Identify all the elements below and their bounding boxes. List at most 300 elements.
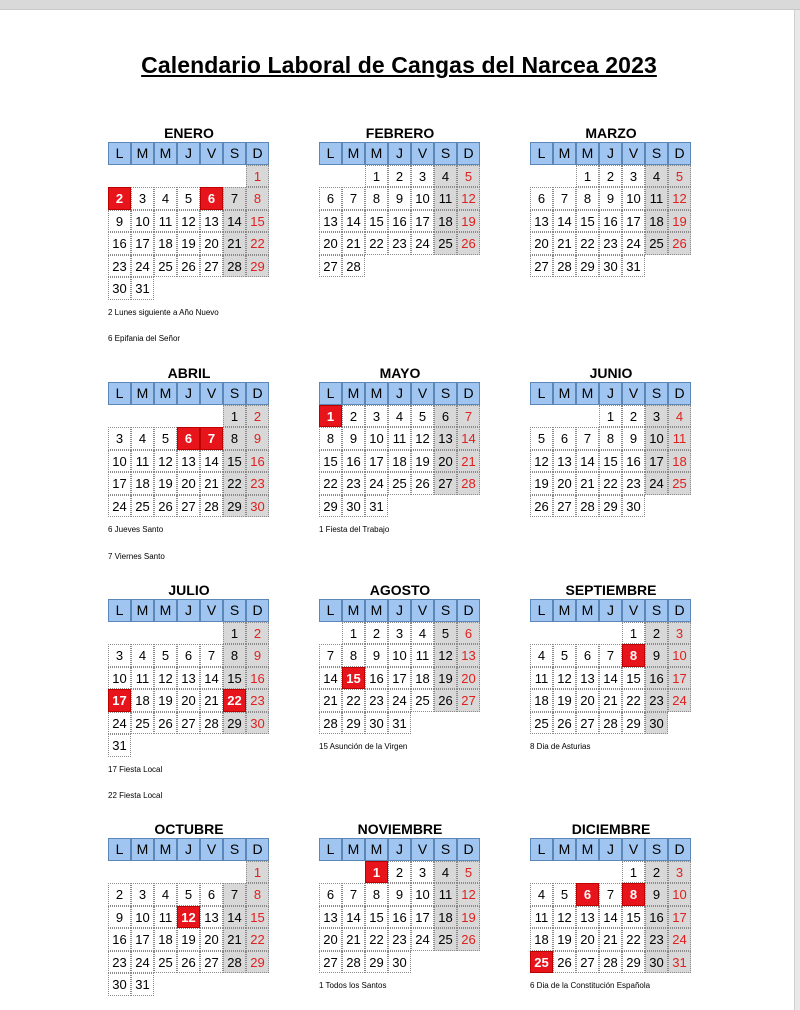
- day-cell: 8: [319, 427, 342, 450]
- day-cell: 7: [553, 187, 576, 210]
- weekday-header: M: [342, 838, 365, 861]
- day-cell: 30: [246, 495, 269, 518]
- holiday-day-cell: 15: [342, 667, 365, 690]
- weekday-header: D: [457, 382, 480, 405]
- day-cell: 9: [388, 187, 411, 210]
- day-cell: 1: [622, 622, 645, 645]
- day-cell: 7: [576, 427, 599, 450]
- day-cell: 30: [645, 951, 668, 974]
- day-cell: 18: [154, 232, 177, 255]
- weekday-header: M: [553, 599, 576, 622]
- holiday-day-cell: 6: [200, 187, 223, 210]
- weekday-header: L: [319, 382, 342, 405]
- day-cell: 11: [645, 187, 668, 210]
- day-cell: 9: [365, 644, 388, 667]
- day-cell: 16: [388, 906, 411, 929]
- weekday-header: M: [553, 838, 576, 861]
- empty-cell: [200, 622, 223, 645]
- weekday-header: V: [411, 599, 434, 622]
- day-cell: 26: [154, 712, 177, 735]
- day-cell: 25: [154, 951, 177, 974]
- month-octubre: [108, 821, 270, 996]
- day-cell: 6: [530, 187, 553, 210]
- day-cell: 23: [108, 951, 131, 974]
- day-cell: 1: [622, 861, 645, 884]
- weekday-header: D: [668, 142, 691, 165]
- empty-cell: [200, 405, 223, 428]
- weekday-header: D: [457, 838, 480, 861]
- month-grid: [108, 599, 270, 757]
- day-cell: 2: [388, 165, 411, 188]
- empty-cell: [530, 405, 553, 428]
- day-cell: 27: [434, 472, 457, 495]
- weekday-header: J: [599, 599, 622, 622]
- weekday-header: S: [434, 838, 457, 861]
- day-cell: 25: [388, 472, 411, 495]
- day-cell: 20: [177, 689, 200, 712]
- weekday-header: D: [457, 599, 480, 622]
- day-cell: 4: [154, 187, 177, 210]
- day-cell: 14: [200, 667, 223, 690]
- day-cell: 4: [411, 622, 434, 645]
- day-cell: 10: [668, 644, 691, 667]
- day-cell: 11: [154, 906, 177, 929]
- month-grid: [530, 838, 692, 973]
- weekday-header: S: [434, 382, 457, 405]
- day-cell: 25: [131, 712, 154, 735]
- holiday-note: 6 Jueves Santo: [108, 525, 164, 534]
- day-cell: 26: [457, 928, 480, 951]
- weekday-header: V: [411, 838, 434, 861]
- weekday-header: J: [177, 382, 200, 405]
- day-cell: 22: [342, 689, 365, 712]
- weekday-header: V: [200, 838, 223, 861]
- day-cell: 27: [530, 255, 553, 278]
- day-cell: 25: [668, 472, 691, 495]
- day-cell: 19: [411, 450, 434, 473]
- day-cell: 29: [342, 712, 365, 735]
- day-cell: 24: [622, 232, 645, 255]
- empty-cell: [177, 622, 200, 645]
- weekday-header: V: [200, 142, 223, 165]
- day-cell: 24: [411, 232, 434, 255]
- day-cell: 14: [200, 450, 223, 473]
- month-name: NOVIEMBRE: [357, 821, 443, 837]
- day-cell: 2: [645, 861, 668, 884]
- holiday-day-cell: 8: [622, 644, 645, 667]
- day-cell: 19: [434, 667, 457, 690]
- weekday-header: J: [599, 382, 622, 405]
- day-cell: 28: [599, 951, 622, 974]
- day-cell: 19: [154, 689, 177, 712]
- day-cell: 4: [530, 883, 553, 906]
- day-cell: 15: [223, 667, 246, 690]
- day-cell: 14: [223, 906, 246, 929]
- day-cell: 7: [223, 883, 246, 906]
- day-cell: 5: [553, 644, 576, 667]
- day-cell: 14: [319, 667, 342, 690]
- day-cell: 8: [223, 427, 246, 450]
- day-cell: 6: [553, 427, 576, 450]
- day-cell: 25: [154, 255, 177, 278]
- day-cell: 26: [177, 255, 200, 278]
- empty-cell: [131, 861, 154, 884]
- day-cell: 26: [553, 951, 576, 974]
- weekday-header: L: [108, 382, 131, 405]
- holiday-day-cell: 1: [319, 405, 342, 428]
- day-cell: 10: [365, 427, 388, 450]
- day-cell: 22: [622, 928, 645, 951]
- day-cell: 27: [576, 712, 599, 735]
- weekday-header: M: [154, 838, 177, 861]
- weekday-header: M: [342, 599, 365, 622]
- day-cell: 10: [388, 644, 411, 667]
- month-mayo: [319, 365, 481, 517]
- day-cell: 1: [223, 405, 246, 428]
- day-cell: 21: [200, 472, 223, 495]
- day-cell: 14: [553, 210, 576, 233]
- day-cell: 24: [388, 689, 411, 712]
- day-cell: 16: [388, 210, 411, 233]
- holiday-note: 8 Dia de Asturias: [530, 742, 591, 751]
- day-cell: 3: [108, 644, 131, 667]
- day-cell: 15: [246, 210, 269, 233]
- empty-cell: [177, 405, 200, 428]
- day-cell: 15: [319, 450, 342, 473]
- empty-cell: [154, 622, 177, 645]
- day-cell: 22: [246, 928, 269, 951]
- empty-cell: [154, 405, 177, 428]
- weekday-header: M: [154, 382, 177, 405]
- day-cell: 8: [365, 883, 388, 906]
- day-cell: 29: [622, 951, 645, 974]
- day-cell: 19: [553, 689, 576, 712]
- day-cell: 13: [530, 210, 553, 233]
- day-cell: 2: [246, 405, 269, 428]
- month-grid: [108, 142, 270, 300]
- empty-cell: [223, 165, 246, 188]
- day-cell: 17: [131, 232, 154, 255]
- day-cell: 12: [457, 883, 480, 906]
- day-cell: 29: [599, 495, 622, 518]
- day-cell: 18: [131, 689, 154, 712]
- day-cell: 22: [365, 928, 388, 951]
- day-cell: 25: [434, 232, 457, 255]
- day-cell: 18: [668, 450, 691, 473]
- weekday-header: S: [223, 142, 246, 165]
- empty-cell: [108, 165, 131, 188]
- day-cell: 26: [457, 232, 480, 255]
- day-cell: 15: [576, 210, 599, 233]
- weekday-header: D: [246, 142, 269, 165]
- day-cell: 11: [411, 644, 434, 667]
- day-cell: 16: [342, 450, 365, 473]
- day-cell: 11: [530, 667, 553, 690]
- day-cell: 8: [576, 187, 599, 210]
- day-cell: 11: [668, 427, 691, 450]
- month-grid: [319, 838, 481, 973]
- holiday-note: 7 Viernes Santo: [108, 551, 165, 561]
- weekday-header: L: [530, 382, 553, 405]
- day-cell: 1: [246, 165, 269, 188]
- day-cell: 30: [108, 973, 131, 996]
- day-cell: 7: [319, 644, 342, 667]
- day-cell: 8: [246, 883, 269, 906]
- weekday-header: V: [622, 599, 645, 622]
- day-cell: 14: [576, 450, 599, 473]
- day-cell: 5: [154, 427, 177, 450]
- empty-cell: [131, 165, 154, 188]
- day-cell: 21: [223, 232, 246, 255]
- day-cell: 12: [434, 644, 457, 667]
- empty-cell: [530, 622, 553, 645]
- day-cell: 29: [622, 712, 645, 735]
- day-cell: 9: [645, 883, 668, 906]
- day-cell: 3: [411, 165, 434, 188]
- day-cell: 10: [411, 883, 434, 906]
- weekday-header: M: [131, 142, 154, 165]
- day-cell: 15: [599, 450, 622, 473]
- empty-cell: [319, 861, 342, 884]
- empty-cell: [108, 861, 131, 884]
- day-cell: 11: [434, 883, 457, 906]
- day-cell: 28: [319, 712, 342, 735]
- weekday-header: S: [645, 838, 668, 861]
- weekday-header: L: [530, 142, 553, 165]
- empty-cell: [599, 622, 622, 645]
- day-cell: 3: [645, 405, 668, 428]
- empty-cell: [553, 165, 576, 188]
- day-cell: 4: [645, 165, 668, 188]
- weekday-header: D: [246, 599, 269, 622]
- day-cell: 6: [177, 644, 200, 667]
- day-cell: 12: [154, 450, 177, 473]
- day-cell: 19: [457, 210, 480, 233]
- day-cell: 28: [200, 712, 223, 735]
- day-cell: 17: [365, 450, 388, 473]
- day-cell: 21: [342, 232, 365, 255]
- day-cell: 22: [319, 472, 342, 495]
- weekday-header: V: [622, 382, 645, 405]
- day-cell: 27: [576, 951, 599, 974]
- day-cell: 27: [553, 495, 576, 518]
- day-cell: 29: [223, 712, 246, 735]
- day-cell: 13: [319, 906, 342, 929]
- empty-cell: [200, 861, 223, 884]
- weekday-header: D: [668, 838, 691, 861]
- weekday-header: L: [108, 838, 131, 861]
- day-cell: 30: [246, 712, 269, 735]
- day-cell: 14: [457, 427, 480, 450]
- day-cell: 11: [434, 187, 457, 210]
- day-cell: 28: [342, 255, 365, 278]
- weekday-header: L: [530, 838, 553, 861]
- day-cell: 5: [668, 165, 691, 188]
- weekday-header: M: [576, 382, 599, 405]
- weekday-header: V: [411, 142, 434, 165]
- day-cell: 15: [365, 210, 388, 233]
- day-cell: 16: [246, 450, 269, 473]
- month-grid: [530, 142, 692, 277]
- day-cell: 3: [668, 861, 691, 884]
- holiday-note: 17 Fiesta Local: [108, 764, 163, 774]
- holiday-day-cell: 17: [108, 689, 131, 712]
- empty-cell: [154, 861, 177, 884]
- holiday-note: 6 Dia de la Constitución Española: [530, 981, 651, 990]
- day-cell: 9: [342, 427, 365, 450]
- day-cell: 26: [668, 232, 691, 255]
- empty-cell: [108, 405, 131, 428]
- day-cell: 11: [154, 210, 177, 233]
- day-cell: 9: [108, 210, 131, 233]
- empty-cell: [319, 165, 342, 188]
- weekday-header: J: [388, 599, 411, 622]
- day-cell: 7: [200, 644, 223, 667]
- weekday-header: S: [645, 599, 668, 622]
- day-cell: 31: [388, 712, 411, 735]
- day-cell: 10: [645, 427, 668, 450]
- day-cell: 27: [200, 951, 223, 974]
- holiday-day-cell: 2: [108, 187, 131, 210]
- weekday-header: S: [223, 382, 246, 405]
- weekday-header: M: [365, 382, 388, 405]
- month-name: DICIEMBRE: [571, 821, 651, 837]
- day-cell: 9: [388, 883, 411, 906]
- day-cell: 3: [365, 405, 388, 428]
- day-cell: 20: [457, 667, 480, 690]
- holiday-note: 6 Epifania del Señor: [108, 334, 181, 343]
- day-cell: 18: [388, 450, 411, 473]
- weekday-header: M: [154, 599, 177, 622]
- day-cell: 27: [319, 255, 342, 278]
- day-cell: 2: [599, 165, 622, 188]
- day-cell: 13: [576, 906, 599, 929]
- weekday-header: J: [177, 599, 200, 622]
- month-name: MAYO: [379, 365, 421, 381]
- day-cell: 12: [553, 906, 576, 929]
- day-cell: 20: [434, 450, 457, 473]
- day-cell: 23: [365, 689, 388, 712]
- day-cell: 13: [434, 427, 457, 450]
- day-cell: 21: [457, 450, 480, 473]
- day-cell: 28: [200, 495, 223, 518]
- day-cell: 12: [553, 667, 576, 690]
- day-cell: 26: [411, 472, 434, 495]
- weekday-header: J: [388, 382, 411, 405]
- day-cell: 3: [131, 883, 154, 906]
- day-cell: 19: [154, 472, 177, 495]
- day-cell: 16: [246, 667, 269, 690]
- day-cell: 23: [388, 928, 411, 951]
- day-cell: 28: [223, 951, 246, 974]
- weekday-header: L: [108, 599, 131, 622]
- day-cell: 28: [342, 951, 365, 974]
- empty-cell: [177, 861, 200, 884]
- day-cell: 21: [223, 928, 246, 951]
- day-cell: 30: [342, 495, 365, 518]
- day-cell: 9: [622, 427, 645, 450]
- day-cell: 22: [223, 472, 246, 495]
- empty-cell: [553, 405, 576, 428]
- day-cell: 19: [668, 210, 691, 233]
- holiday-note: 2 Lunes siguiente a Año Nuevo: [108, 307, 219, 317]
- day-cell: 10: [411, 187, 434, 210]
- day-cell: 27: [177, 495, 200, 518]
- weekday-header: M: [576, 838, 599, 861]
- day-cell: 17: [388, 667, 411, 690]
- empty-cell: [576, 405, 599, 428]
- day-cell: 17: [668, 667, 691, 690]
- day-cell: 7: [599, 883, 622, 906]
- day-cell: 26: [177, 951, 200, 974]
- day-cell: 16: [365, 667, 388, 690]
- empty-cell: [530, 861, 553, 884]
- weekday-header: J: [177, 142, 200, 165]
- month-abril: [108, 365, 270, 517]
- day-cell: 5: [434, 622, 457, 645]
- day-cell: 16: [645, 667, 668, 690]
- weekday-header: M: [131, 599, 154, 622]
- day-cell: 14: [342, 210, 365, 233]
- day-cell: 20: [319, 928, 342, 951]
- day-cell: 26: [434, 689, 457, 712]
- day-cell: 4: [434, 861, 457, 884]
- page-title: Calendario Laboral de Cangas del Narcea 2023: [141, 52, 657, 78]
- day-cell: 11: [388, 427, 411, 450]
- day-cell: 24: [668, 689, 691, 712]
- day-cell: 5: [457, 861, 480, 884]
- month-name: FEBRERO: [365, 125, 435, 141]
- day-cell: 12: [668, 187, 691, 210]
- weekday-header: M: [342, 382, 365, 405]
- day-cell: 25: [645, 232, 668, 255]
- empty-cell: [599, 861, 622, 884]
- day-cell: 8: [365, 187, 388, 210]
- day-cell: 12: [177, 210, 200, 233]
- month-name: JULIO: [168, 582, 210, 598]
- holiday-note: 15 Asunción de la Virgen: [319, 742, 408, 751]
- day-cell: 29: [246, 255, 269, 278]
- day-cell: 23: [246, 472, 269, 495]
- day-cell: 5: [553, 883, 576, 906]
- day-cell: 6: [576, 644, 599, 667]
- day-cell: 24: [108, 495, 131, 518]
- day-cell: 14: [342, 906, 365, 929]
- day-cell: 17: [622, 210, 645, 233]
- day-cell: 30: [365, 712, 388, 735]
- day-cell: 10: [131, 906, 154, 929]
- day-cell: 17: [411, 906, 434, 929]
- weekday-header: M: [131, 382, 154, 405]
- day-cell: 19: [177, 928, 200, 951]
- day-cell: 28: [553, 255, 576, 278]
- day-cell: 23: [645, 928, 668, 951]
- day-cell: 16: [645, 906, 668, 929]
- weekday-header: V: [200, 599, 223, 622]
- day-cell: 6: [457, 622, 480, 645]
- day-cell: 20: [177, 472, 200, 495]
- day-cell: 21: [576, 472, 599, 495]
- day-cell: 29: [246, 951, 269, 974]
- day-cell: 8: [599, 427, 622, 450]
- window-top-bar: [0, 0, 800, 10]
- day-cell: 13: [553, 450, 576, 473]
- day-cell: 20: [576, 928, 599, 951]
- day-cell: 5: [530, 427, 553, 450]
- day-cell: 4: [530, 644, 553, 667]
- weekday-header: D: [668, 382, 691, 405]
- weekday-header: J: [388, 142, 411, 165]
